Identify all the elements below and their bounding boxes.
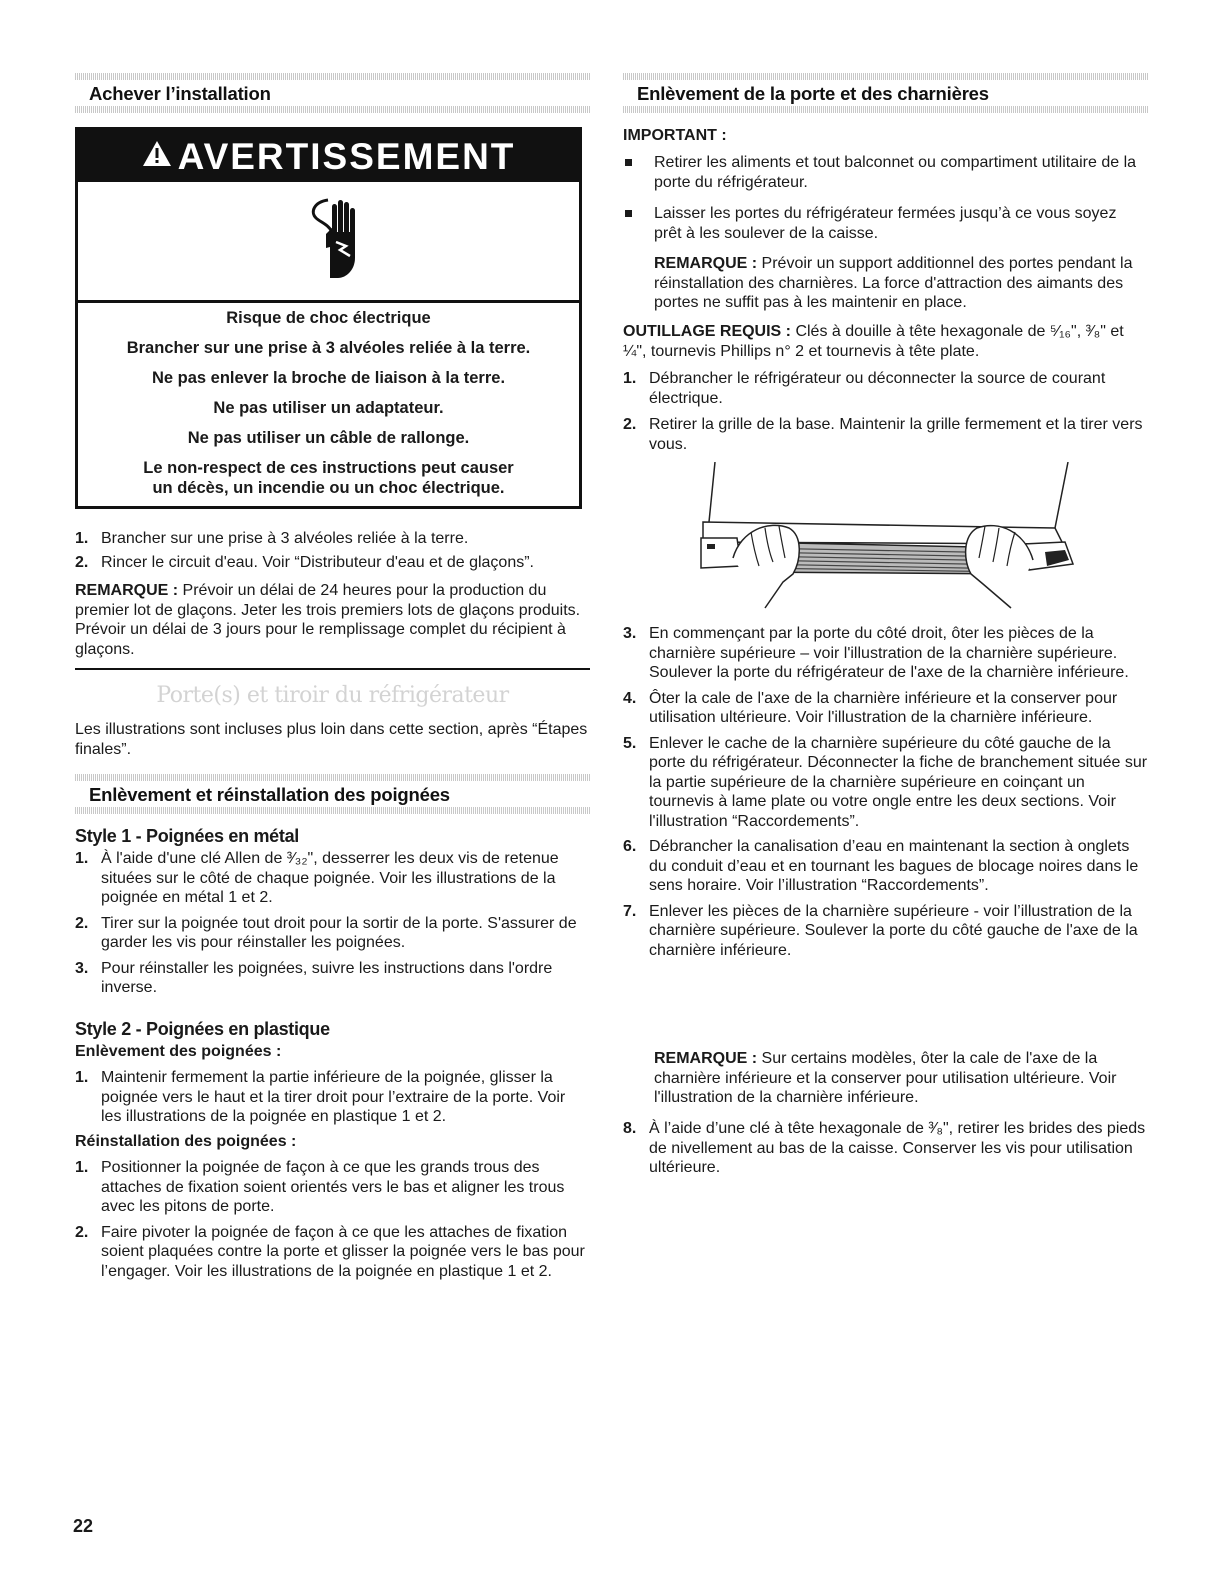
reinstall-steps	[75, 1158, 590, 1281]
section-intro: Les illustrations sont incluses plus loin dans cette section, après “Étapes finales”.	[75, 721, 588, 758]
warning-line: Brancher sur une prise à 3 alvéoles reliée à la terre.	[126, 339, 531, 357]
list-item: 1. Brancher sur une prise à 3 alvéoles reliée à la terre.	[75, 530, 469, 547]
section-header-door-removal	[623, 73, 1148, 113]
warning-line: Ne pas utiliser un adaptateur.	[213, 399, 444, 417]
list-item: 8. À l’aide d’une clé à tête hexagonale de ³⁄₈", retirer les brides des pieds de nivellement au bas de la caisse. Conserver les vis pour utilisation ultérieure.	[623, 1120, 1146, 1176]
list-item: 3. Pour réinstaller les poignées, suivre les instructions dans l'ordre inverse.	[75, 959, 553, 996]
removal-title: Enlèvement des poignées :	[75, 1043, 282, 1060]
list-item: 1. Maintenir fermement la partie inférieure de la poignée, glisser la poignée vers le haut et la tirer droit pour l’extraire de la porte. Voir les illustrations de la poignée en plastique 1 et 2.	[75, 1069, 566, 1125]
list-item: 7. Enlever les pièces de la charnière supérieure - voir l’illustration de la charnière supérieure. Soulever la porte du côté gauche de l'axe de la charnière inférieure.	[623, 902, 1138, 959]
bullet-square-icon	[625, 159, 632, 166]
base-grille-illustration	[693, 462, 1078, 612]
install-steps	[75, 529, 590, 572]
style2-title: Style 2 - Poignées en plastique	[75, 1019, 330, 1039]
warning-line: Ne pas utiliser un câble de rallonge.	[187, 429, 470, 447]
list-item: 1. Positionner la poignée de façon à ce que les grands trous des attaches de fixation soient orientés vers le bas et aligner les trous avec les pitons de porte.	[75, 1159, 565, 1215]
tools-paragraph: OUTILLAGE REQUIS : Clés à douille à tête hexagonale de ⁵⁄₁₆", ³⁄₈" et ¼", tournevis Phillips n° 2 et tournevis à tête plate.	[623, 323, 1124, 360]
remarque-paragraph: REMARQUE : Sur certains modèles, ôter la cale de l'axe de la charnière inférieure et la conserver pour utilisation ultérieure. Voir l'illustration de la charnière inférieure.	[654, 1050, 1117, 1106]
electric-shock-hand-icon	[306, 198, 356, 282]
door-steps-b	[623, 624, 1148, 960]
list-item: 2. Retirer la grille de la base. Maintenir la grille fermement et la tirer vers vous.	[623, 416, 1143, 453]
style1-steps	[75, 849, 590, 998]
list-item: 3. En commençant par la porte du côté droit, ôter les pièces de la charnière supérieure – voir l'illustration de la charnière supérieure. Soulever la porte du réfrigérateur de l'axe de la charnière inférieure.	[623, 625, 1129, 681]
important-bullets	[623, 153, 1148, 243]
removal-steps	[75, 1068, 590, 1127]
list-item: 5. Enlever le cache de la charnière supérieure du côté gauche de la porte du réfrigérateur. Déconnecter la fiche de branchement située sur la partie supérieure de la charnière supérieure en coinçant un tournevis à lame plate ou votre ongle entre les deux sections. Voir l'illustration “Raccordements”.	[623, 734, 1148, 830]
style1-title: Style 1 - Poignées en métal	[75, 826, 299, 846]
list-item: Laisser les portes du réfrigérateur fermées jusqu’à ce vous soyez prêt à les soulever de la caisse.	[623, 204, 1148, 243]
warning-header	[78, 130, 579, 182]
divider	[75, 668, 590, 670]
warning-text	[78, 308, 579, 508]
warning-pictogram	[78, 182, 579, 303]
section-header-installation	[75, 73, 590, 113]
list-item: 2. Tirer sur la poignée tout droit pour la sortir de la porte. S'assurer de garder les vis pour réinstaller les poignées.	[75, 914, 577, 951]
list-item: 6. Débrancher la canalisation d’eau en maintenant la section à onglets du conduit d’eau et en tournant les bagues de blocage noires dans le sens horaire. Voir l’illustration “Raccordements”.	[623, 838, 1139, 894]
section-title: Enlèvement et réinstallation des poignées	[89, 784, 450, 805]
warning-line: Ne pas enlever la broche de liaison à la terre.	[151, 369, 506, 387]
warning-title: AVERTISSEMENT	[177, 136, 516, 177]
bullet-square-icon	[625, 210, 632, 217]
door-step-8	[623, 1119, 1148, 1178]
important-label: IMPORTANT :	[623, 127, 727, 144]
warning-line: un décès, un incendie ou un choc électrique.	[152, 479, 505, 497]
section-header-handles	[75, 774, 590, 814]
door-steps-a	[623, 369, 1148, 454]
page-number: 22	[73, 1516, 94, 1536]
warning-box	[75, 127, 582, 509]
section-title: Enlèvement de la porte et des charnières	[637, 83, 989, 104]
warning-triangle-icon	[142, 128, 172, 182]
list-item: 4. Ôter la cale de l'axe de la charnière inférieure et la conserver pour utilisation ultérieure. Voir l'illustration de la charnière inférieure.	[623, 689, 1118, 726]
section-heading-doors: Porte(s) et tiroir du réfrigérateur	[156, 683, 509, 708]
remarque-paragraph: REMARQUE : Prévoir un délai de 24 heures pour la production du premier lot de glaçons. Jeter les trois premiers lots de glaçons produits. Prévoir un délai de 3 jours pour le remplissage complet du récipient à glaçons.	[75, 582, 581, 658]
remarque-paragraph: REMARQUE : Prévoir un support additionnel des portes pendant la réinstallation des charnières. La force d'attraction des aimants des portes ne suffit pas à les maintenir en place.	[654, 255, 1133, 311]
list-item: 1. Débrancher le réfrigérateur ou déconnecter la source de courant électrique.	[623, 370, 1106, 407]
list-item: 2. Faire pivoter la poignée de façon à ce que les attaches de fixation soient plaquées contre la porte et glisser la poignée vers le bas pour l’engager. Voir les illustrations de la poignée en plastique 1 et 2.	[75, 1223, 585, 1280]
reinstall-title: Réinstallation des poignées :	[75, 1133, 297, 1150]
section-title: Achever l’installation	[89, 83, 271, 104]
warning-line: Risque de choc électrique	[226, 309, 431, 327]
list-item: Retirer les aliments et tout balconnet ou compartiment utilitaire de la porte du réfrigérateur.	[623, 153, 1148, 192]
list-item: 1. À l'aide d'une clé Allen de ³⁄₃₂", desserrer les deux vis de retenue situées sur le côté de chaque poignée. Voir les illustrations de la poignée en métal 1 et 2.	[75, 850, 559, 906]
warning-line: Le non-respect de ces instructions peut causer	[143, 459, 514, 477]
list-item: 2. Rincer le circuit d'eau. Voir “Distributeur d'eau et de glaçons”.	[75, 553, 534, 571]
